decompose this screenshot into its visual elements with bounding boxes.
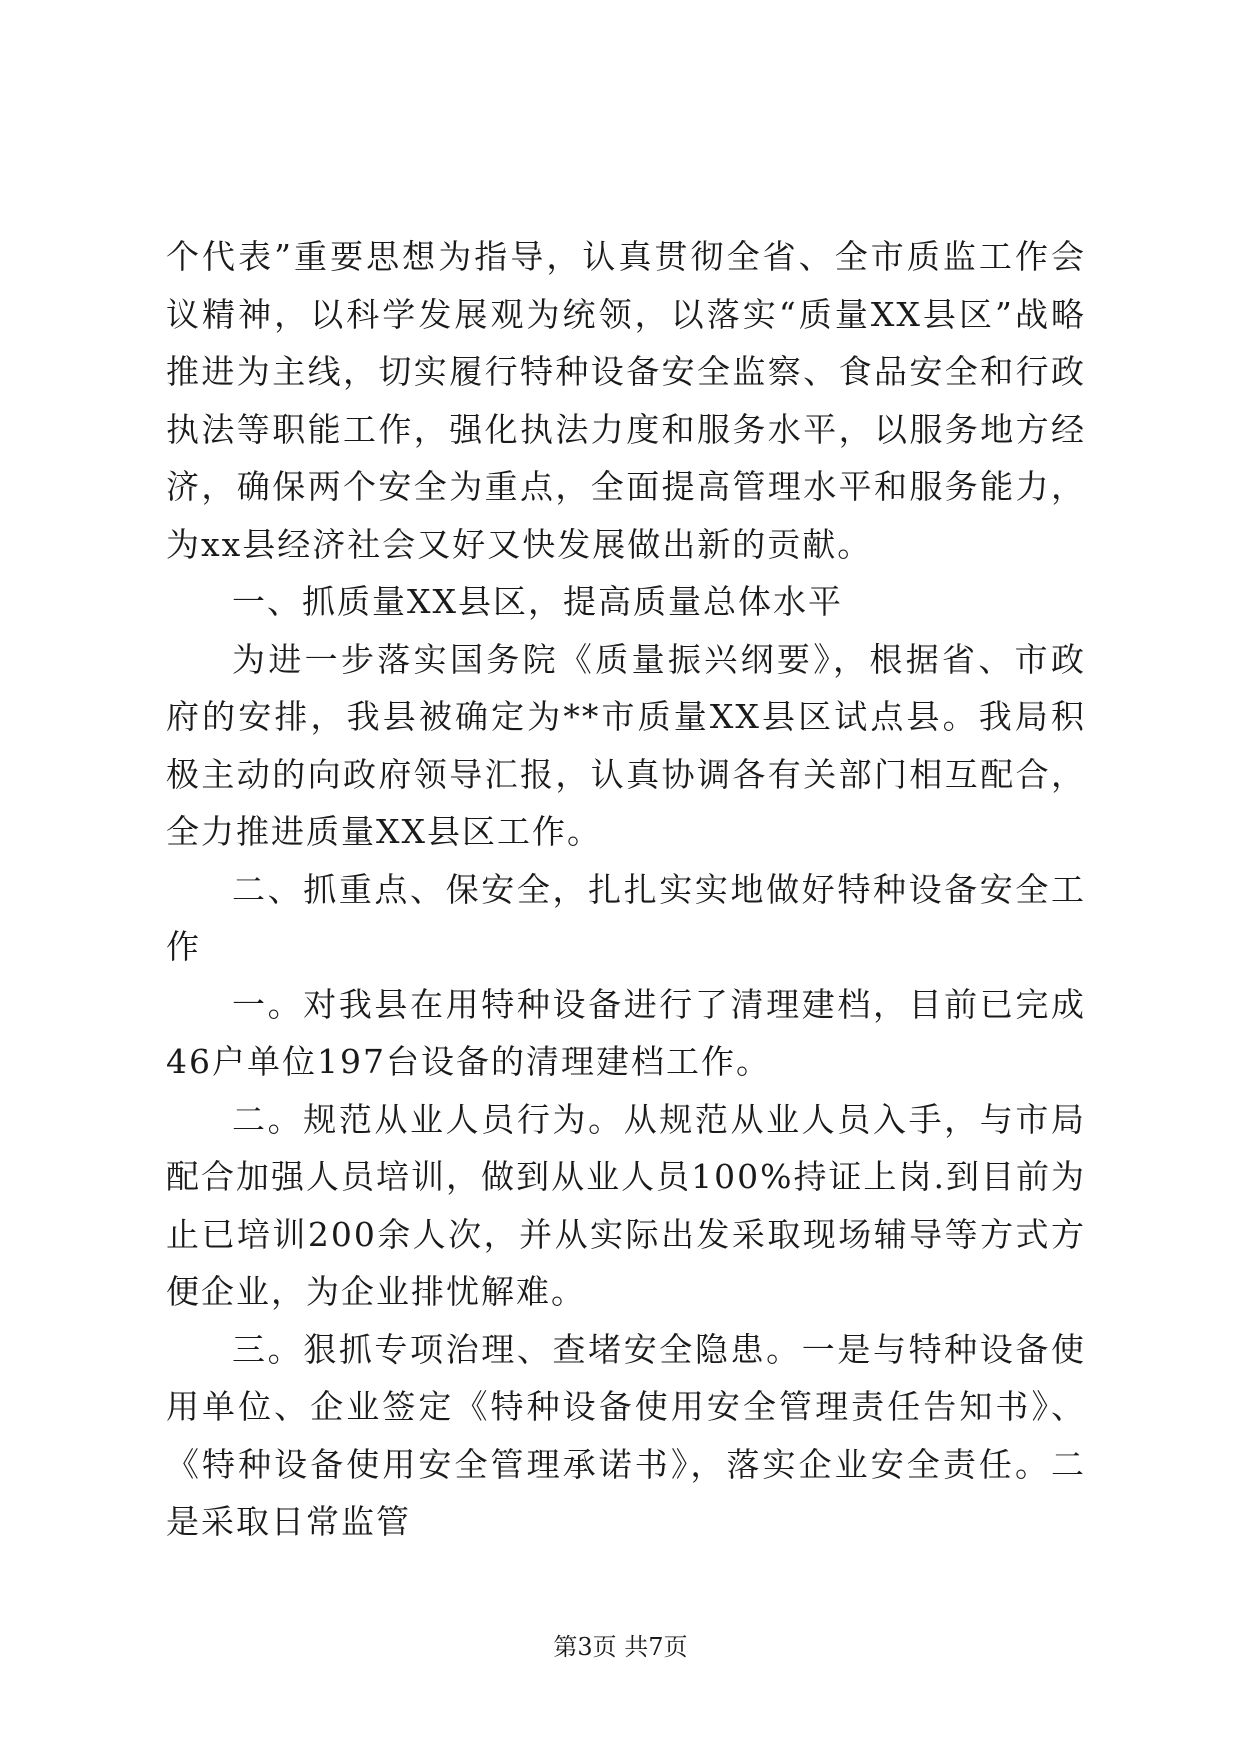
page-number-footer: 第3页 共7页: [553, 1633, 688, 1661]
heading-section-2: 二、抓重点、保安全，扎扎实实地做好特种设备安全工作: [166, 869, 1086, 966]
document-body: [166, 228, 1086, 1551]
paragraph-item-3: 三。狠抓专项治理、查堵安全隐患。一是与特种设备使用单位、企业签定《特种设备使用安全管理责任告知书》、《特种设备使用安全管理承诺书》，落实企业安全责任。二是采取日常监管: [166, 1329, 1086, 1541]
paragraph-item-2: 二。规范从业人员行为。从规范从业人员入手，与市局配合加强人员培训，做到从业人员100%持证上岗.到目前为止已培训200余人次，并从实际出发采取现场辅导等方式方便企业，为企业排忧解难。: [166, 1099, 1086, 1311]
paragraph-item-1: 一。对我县在用特种设备进行了清理建档，目前已完成46户单位197台设备的清理建档工作。: [166, 984, 1086, 1081]
heading-section-1: 一、抓质量XX县区，提高质量总体水平: [232, 582, 843, 621]
paragraph-2: 为进一步落实国务院《质量振兴纲要》，根据省、市政府的安排，我县被确定为**市质量XX县区试点县。我局积极主动的向政府领导汇报，认真协调各有关部门相互配合，全力推进质量XX县区工作。: [166, 639, 1086, 851]
paragraph-1: 个代表”重要思想为指导，认真贯彻全省、全市质监工作会议精神，以科学发展观为统领，以落实“质量XX县区”战略推进为主线，切实履行特种设备安全监察、食品安全和行政执法等职能工作，强化执法力度和服务水平，以服务地方经济，确保两个安全为重点，全面提高管理水平和服务能力，为xx县经济社会又好又快发展做出新的贡献。: [166, 237, 1086, 564]
